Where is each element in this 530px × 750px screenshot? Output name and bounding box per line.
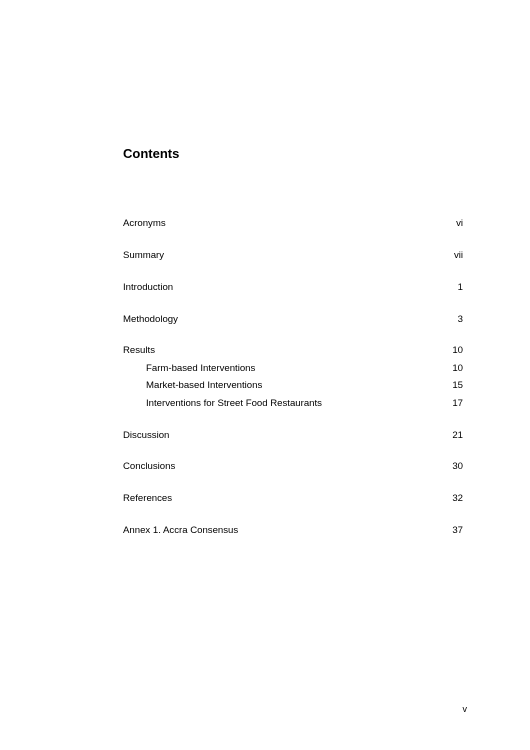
toc-entry-label: Annex 1. Accra Consensus [123,525,239,536]
toc-entry-page: 15 [452,380,463,391]
toc-entry-label: References [123,493,173,504]
toc-entry-page: 30 [452,461,463,472]
toc-entry-label: Acronyms [123,218,166,229]
toc-entry-conclusions[interactable] [123,460,463,474]
toc-entry-acronyms[interactable] [123,217,463,231]
toc-entry-page: 32 [452,493,463,504]
toc-entry-page: 17 [452,398,463,409]
toc-entry-page: 1 [457,282,463,293]
toc-entry-page: 10 [452,345,463,356]
toc-entry-label: Conclusions [123,461,176,472]
toc-entry-summary[interactable] [123,249,463,263]
toc-entry-page: 37 [452,525,463,536]
toc-subentry-street-food-restaurants[interactable] [146,397,463,411]
toc-entry-methodology[interactable] [123,313,463,327]
toc-entry-page: 3 [457,314,463,325]
toc-entry-introduction[interactable] [123,281,463,295]
toc-entry-discussion[interactable] [123,429,463,443]
toc-entry-label: Discussion [123,430,170,441]
toc-entry-label: Farm-based Interventions [146,363,256,374]
toc-subentry-market-based-interventions[interactable] [146,379,463,393]
toc-subentry-farm-based-interventions[interactable] [146,362,463,376]
toc-entry-label: Introduction [123,282,174,293]
toc-entry-page: vii [453,250,463,261]
toc-entry-annex-1[interactable] [123,524,463,538]
toc-entry-label: Results [123,345,155,356]
page-number: v [462,704,467,714]
toc-entry-page: vi [456,218,463,229]
toc-entry-label: Market-based Interventions [146,380,263,391]
toc-entry-results[interactable] [123,344,463,358]
toc-entry-references[interactable] [123,492,463,506]
toc-entry-label: Summary [123,250,165,261]
toc-entry-label: Interventions for Street Food Restaurants [146,398,322,409]
toc-entry-label: Methodology [123,314,178,325]
page-title: Contents [123,146,180,161]
toc-entry-page: 10 [452,363,463,374]
toc-entry-page: 21 [452,430,463,441]
